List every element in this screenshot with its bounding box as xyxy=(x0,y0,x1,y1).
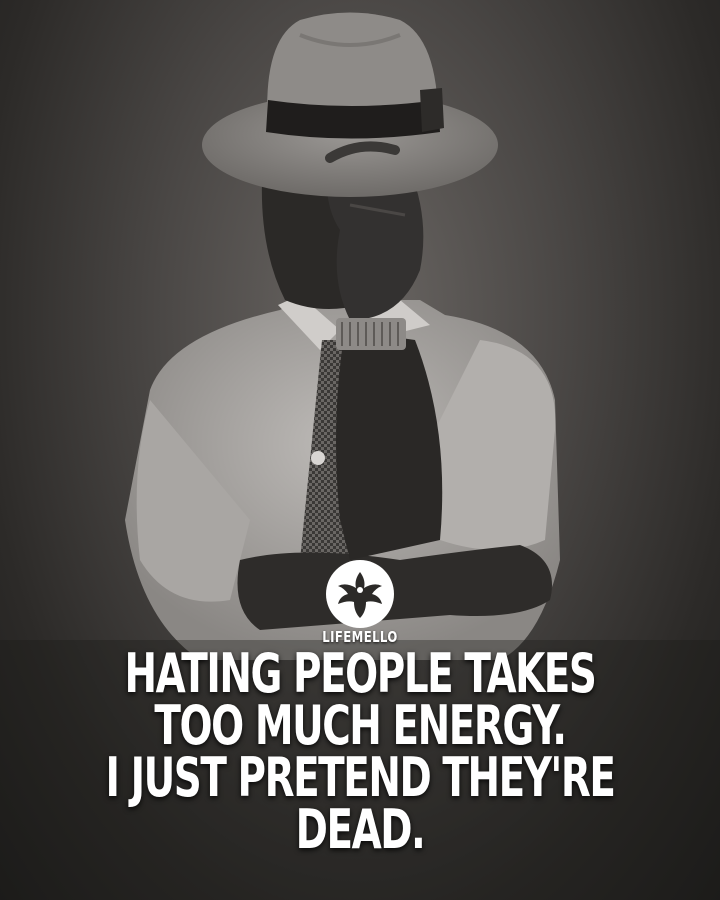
quote-line-4: DEAD. xyxy=(295,798,425,861)
phoenix-icon xyxy=(324,558,396,630)
brand-name: LIFEMELLO xyxy=(322,628,398,646)
watch xyxy=(336,318,406,350)
quote-line-2: TOO MUCH ENERGY. xyxy=(154,694,566,757)
quote xyxy=(0,642,720,861)
quote-line-3: I JUST PRETEND THEY'RE xyxy=(105,746,615,809)
quote-line-1: HATING PEOPLE TAKES xyxy=(124,642,596,705)
